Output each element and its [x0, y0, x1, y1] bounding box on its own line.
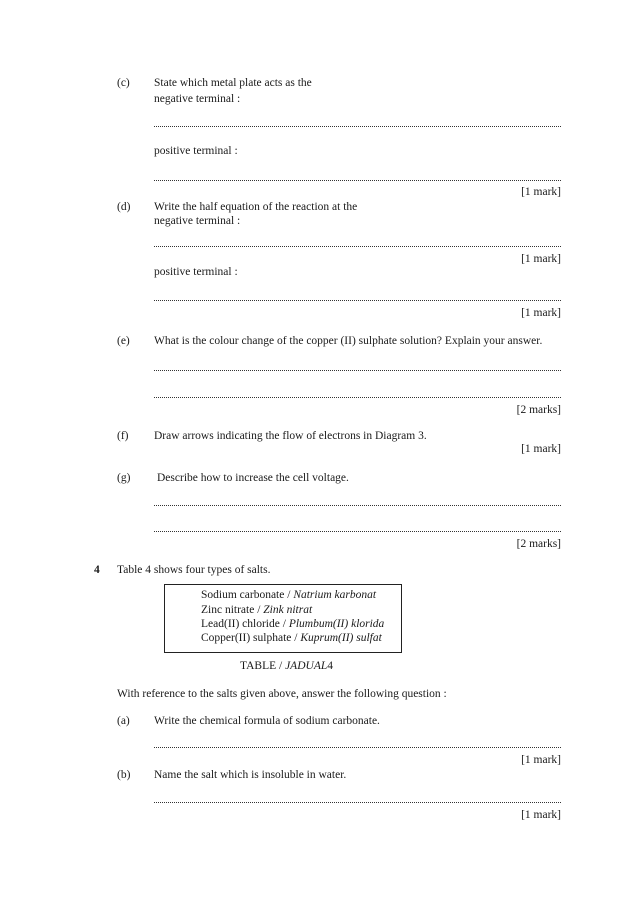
answer-line-d-positive[interactable] — [154, 292, 561, 301]
part-c-mark: [1 mark] — [521, 186, 561, 198]
answer-line-c-negative[interactable] — [154, 118, 561, 127]
part-d-mark-positive: [1 mark] — [521, 307, 561, 319]
salt-row-4: Copper(II) sulphate / Kuprum(II) sulfat — [201, 632, 382, 644]
part-f-question: Draw arrows indicating the flow of electrons in Diagram 3. — [154, 430, 427, 442]
salt-row-1: Sodium carbonate / Natrium karbonat — [201, 589, 377, 601]
part-4a-label: (a) — [117, 715, 130, 727]
part-e-label: (e) — [117, 335, 130, 347]
part-c-question-line2: negative terminal : — [154, 93, 241, 105]
part-g-mark: [2 marks] — [516, 538, 561, 550]
salt-row-2: Zinc nitrate / Zink nitrat — [201, 604, 313, 616]
part-f-label: (f) — [117, 430, 129, 442]
part-4a-mark: [1 mark] — [521, 754, 561, 766]
part-g-question: Describe how to increase the cell voltage. — [157, 472, 349, 484]
part-d-question-line1: Write the half equation of the reaction at the — [154, 201, 358, 213]
part-c-positive-label: positive terminal : — [154, 145, 238, 157]
answer-line-4b[interactable] — [154, 794, 561, 803]
question-4-intro: Table 4 shows four types of salts. — [117, 564, 271, 576]
part-d-question-line2: negative terminal : — [154, 215, 241, 227]
question-4-reference: With reference to the salts given above, answer the following question : — [117, 688, 447, 700]
part-e-question: What is the colour change of the copper (II) sulphate solution? Explain your answer. — [154, 335, 543, 347]
salt-row-3: Lead(II) chloride / Plumbum(II) klorida — [201, 618, 385, 630]
answer-line-e-1[interactable] — [154, 362, 561, 371]
answer-line-c-positive[interactable] — [154, 172, 561, 181]
part-f-mark: [1 mark] — [521, 443, 561, 455]
part-4a-question: Write the chemical formula of sodium carbonate. — [154, 715, 380, 727]
part-4b-question: Name the salt which is insoluble in water. — [154, 769, 347, 781]
answer-line-g-1[interactable] — [154, 497, 561, 506]
answer-line-d-negative[interactable] — [154, 238, 561, 247]
question-4-number: 4 — [94, 564, 100, 576]
answer-line-4a[interactable] — [154, 739, 561, 748]
part-e-mark: [2 marks] — [516, 404, 561, 416]
part-d-label: (d) — [117, 201, 131, 213]
part-c-label: (c) — [117, 77, 130, 89]
answer-line-e-2[interactable] — [154, 389, 561, 398]
salts-table — [164, 584, 402, 653]
answer-line-g-2[interactable] — [154, 523, 561, 532]
part-d-positive-label: positive terminal : — [154, 266, 238, 278]
part-d-mark-negative: [1 mark] — [521, 253, 561, 265]
part-4b-label: (b) — [117, 769, 131, 781]
part-c-question-line1: State which metal plate acts as the — [154, 77, 312, 89]
part-4b-mark: [1 mark] — [521, 809, 561, 821]
table-caption: TABLE / JADUAL4 — [240, 660, 333, 672]
part-g-label: (g) — [117, 472, 131, 484]
